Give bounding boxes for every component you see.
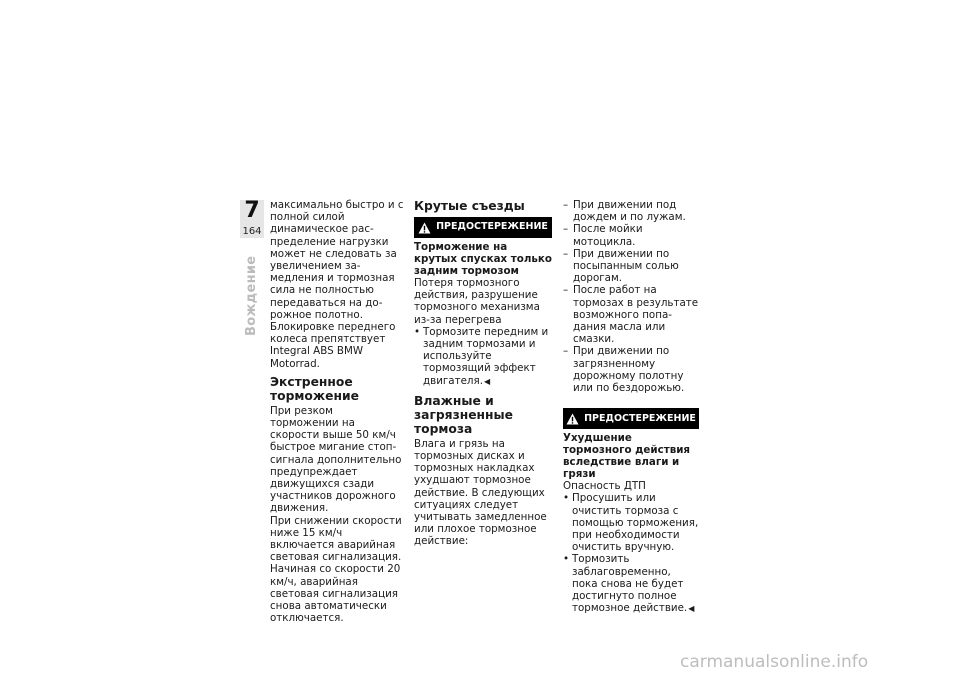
warning-banner: [563, 408, 699, 429]
paragraph: Влага и грязь на тормозных дисках и тормозных накладках ухудшают тормозное действие. В следующих ситуациях следует учитывать замедленное или плохое тормозное действие:: [414, 437, 547, 548]
warning-subtitle: Опасность ДТП: [563, 480, 646, 493]
warning-label: ПРЕДОСТЕРЕЖЕНИЕ: [584, 412, 696, 424]
list-item: – После работ на тормозах в результате возможного попадания масла или смазки.: [563, 284, 699, 345]
heading-emergency-braking: Экстренное торможение: [270, 374, 359, 403]
warning-text: Потеря тормозного действия, разрушение тормозного механизма из-за перегрева: [414, 277, 540, 326]
list-item: • Тормозить заблаговременно, пока снова не будет достигнуто полное тормозное действие.◀: [563, 553, 699, 615]
column-2: [414, 199, 552, 548]
warning-label: ПРЕДОСТЕРЕЖЕНИЕ: [436, 221, 548, 233]
bullet-list: [414, 326, 552, 388]
heading-steep-descents: Крутые съезды: [414, 199, 525, 213]
page-number: 164: [242, 226, 262, 237]
chapter-number: 7: [244, 198, 260, 223]
end-mark-icon: ◀: [483, 376, 491, 386]
list-item: – При движении под дождем и по лужам.: [563, 199, 699, 223]
list-item: – После мойки мотоцикла.: [563, 223, 699, 247]
paragraph: При снижении скорости ниже 15 км/ч включается аварийная световая сигнализация. Начиная со скорости 20 км/ч, аварийная световая сигнализация снова автоматически отключается.: [270, 514, 402, 625]
column-1: [270, 199, 404, 625]
column-3: [563, 199, 699, 615]
heading-wet-brakes: Влажные и загрязненные тормоза: [414, 393, 513, 436]
list-item: • Тормозите передним и задним тормозами и используйте тормозящий эффект двигателя.◀: [414, 326, 552, 388]
end-mark-icon: ◀: [688, 604, 695, 614]
warning-title: Торможение на крутых спусках только задним тормозом: [414, 241, 552, 277]
paragraph: При резком торможении на скорости выше 50 км/ч быстрое мигание стоп-сигнала дополнительно предупреждает движущихся сзади участников дорожного движения.: [270, 404, 402, 515]
warning-icon: [566, 413, 579, 425]
list-item: – При движении по посыпанным солью дорогам.: [563, 248, 699, 285]
watermark: carmanualsonline.info: [680, 652, 869, 672]
dash-list: [563, 199, 699, 394]
warning-title: Ухудшение тормозного действия вследствие влаги и грязи: [563, 432, 691, 481]
list-item: • Просушить или очистить тормоза с помощью торможения, при необходимости очистить вручную.: [563, 492, 699, 553]
bullet-list: [563, 492, 699, 615]
paragraph: Блокировке переднего колеса препятствует Integral ABS BMW Motorrad.: [270, 321, 396, 370]
warning-banner: [414, 217, 552, 238]
chapter-title: Вождение: [244, 255, 259, 336]
paragraph: максимально быстро и с полной силой динамическое распределение нагрузки может не следовать за увеличением замедления и тормозная сила не полностью передаваться на дорожное полотно.: [270, 199, 404, 321]
warning-icon: [418, 222, 431, 234]
list-item: – При движении по загрязненному дорожному полотну или по бездорожью.: [563, 345, 699, 394]
